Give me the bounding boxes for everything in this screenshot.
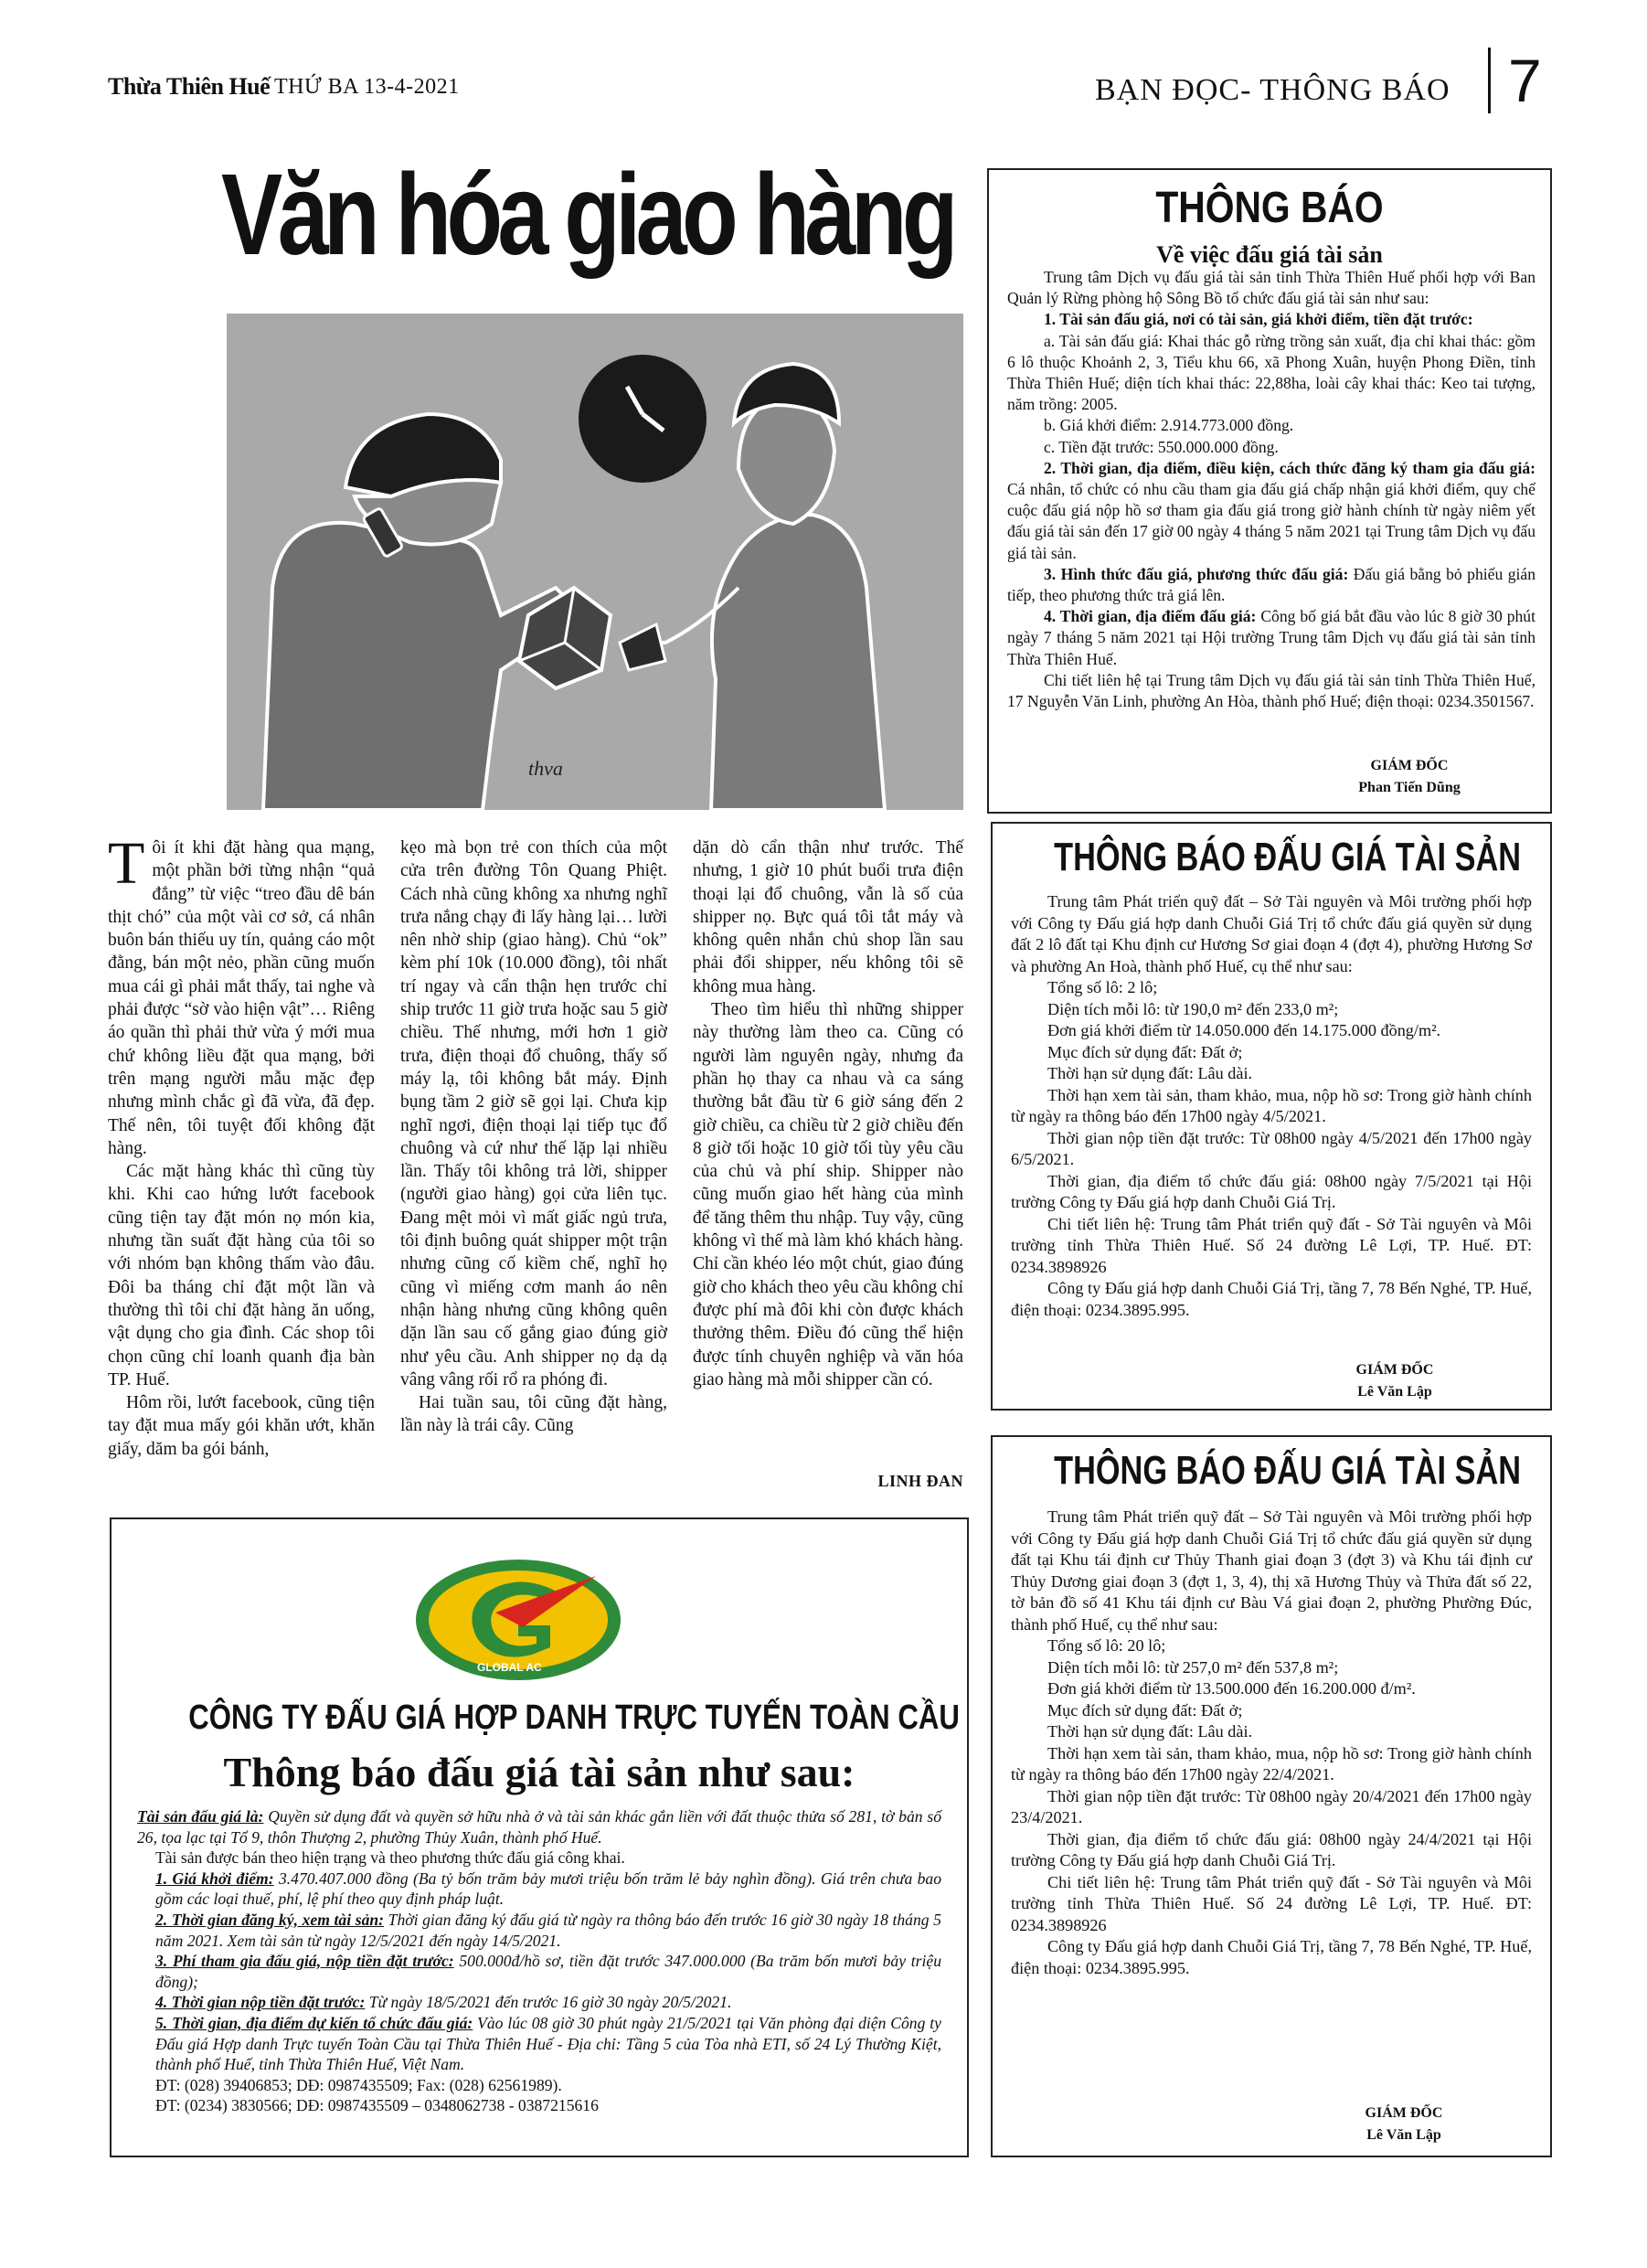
article-paragraph: dặn dò cẩn thận như trước. Thế nhưng, 1 giờ 10 phút buổi trưa điện thoại lại đổ chuông, vẫn là số của shipper nọ. Bực quá tôi tắt máy và không quên nhắn chủ shop lần sau phải đổi shipper, nếu không tôi sẽ không mua hàng. [693,838,963,996]
notice-auction-forest [987,168,1552,814]
notice-line-label: 1. Giá khởi điểm: [155,1869,274,1888]
article-paragraph: Các mặt hàng khác thì cũng tùy khi. Khi cao hứng lướt facebook cũng tiện tay đặt món nọ món kia, nhưng tần suất đặt hàng của tôi so với nhóm bạn không thấm vào đâu. Đôi ba tháng chỉ đặt một lần và thường thì tôi chỉ đặt hàng ăn uống, vật dụng cho gia đình. Các shop tôi chọn cũng chỉ loanh quanh địa bàn TP. Huế. [108,1162,375,1390]
notice-signature [1285,1359,1504,1403]
notice-paragraph [1007,309,1535,330]
notice-land-auction-huong-so [991,822,1552,1411]
notice-line-label: 2. Thời gian đăng ký, xem tài sản: [155,1910,385,1929]
notice-line-text: ĐT: (0234) 3830566; DĐ: 0987435509 – 0348062738 - 0387215616 [155,2096,599,2115]
article-column-2 [400,836,667,1438]
article-column-1 [108,830,375,1461]
notice-paragraph [1007,564,1535,606]
notice-title: Thông báo đấu giá tài sản như sau: [223,1749,855,1795]
article-byline: LINH ĐAN [877,1472,963,1490]
notice-paragraph: Chi tiết liên hệ: Trung tâm Phát triển quỹ đất - Sở Tài nguyên và Môi trường tỉnh Thừa Thiên Huế. Số 24 đường Lê Lợi, TP. Huế. ĐT: 0234.3898926 [1011,1872,1532,1934]
notice-body [1011,1507,1532,1979]
notice-paragraph: Thời hạn sử dụng đất: Lâu dài. [1047,1064,1253,1082]
notice-line-text: Từ ngày 18/5/2021 đến trước 16 giờ 30 ngày 20/5/2021. [365,1993,732,2012]
notice-paragraph [1007,670,1535,712]
page-number: 7 [1508,47,1542,114]
newspaper-name: Thừa Thiên Huế [108,73,271,100]
notice-paragraph-text: c. Tiền đặt trước: 550.000.000 đồng. [1044,437,1279,456]
notice-paragraph: Thời gian, địa điểm tổ chức đấu giá: 08h00 ngày 24/4/2021 tại Hội trường Công ty Đấu giá hợp danh Chuỗi Giá Trị. [1011,1829,1532,1869]
notice-paragraph: Diện tích mỗi lô: từ 257,0 m² đến 537,8 m²; [1047,1657,1339,1677]
notice-paragraph-text: Chi tiết liên hệ tại Trung tâm Dịch vụ đấu giá tài sản tỉnh Thừa Thiên Huế, 17 Nguyễn Văn Linh, phường An Hòa, thành phố Huế; điện thoại: 0234.3501567. [1007,670,1535,711]
article-illustration [227,314,963,810]
drop-cap: T [108,830,145,897]
notice-body [137,1806,941,2116]
notice-line-text: Tài sản được bán theo hiện trạng và theo phương thức đấu giá công khai. [155,1848,625,1868]
article-headline: Văn hóa giao hàng [221,150,953,279]
notice-paragraph: Công ty Đấu giá hợp danh Chuỗi Giá Trị, tầng 7, 78 Bến Nghé, TP. Huế, điện thoại: 0234.3895.995. [1011,1279,1532,1319]
notice-line [137,1806,941,1847]
article-column-3 [693,836,963,1391]
notice-title: THÔNG BÁO [1155,184,1384,232]
notice-paragraph: Thời gian, địa điểm tổ chức đấu giá: 08h00 ngày 7/5/2021 tại Hội trường Công ty Đấu giá hợp danh Chuỗi Giá Trị. [1011,1171,1532,1211]
notice-paragraph: Trung tâm Phát triển quỹ đất – Sở Tài nguyên và Môi trường phối hợp với Công ty Đấu giá hợp danh Chuỗi Giá Trị tổ chức đấu giá quyền sử dụng đất tại Khu tái định cư Thủy Thanh giai đoạn 3 (đợt 3) và Khu tái định cư Thủy Dương giai đoạn 3 (đợt 1, 3, 4), thị xã Hương Thủy và Thửa đất số 22, tờ bản đồ số 41 Khu tái định cư Bàu Vá giai đoạn 2, phường Phường Đúc, thành phố Huế, cụ thể như sau: [1011,1507,1532,1634]
notice-land-auction-thuy-thanh [991,1435,1552,2157]
company-logo [413,1556,623,1684]
notice-body [1011,891,1532,1321]
notice-paragraph-text: Công bố giá bắt đầu vào lúc 8 giờ 30 phút ngày 7 tháng 5 năm 2021 tại Hội trường Trung tâm Dịch vụ đấu giá tài sản tỉnh Thừa Thiên Huế. [1007,607,1535,668]
notice-line [137,1869,941,1910]
notice-line [137,1951,941,1992]
notice-line-label: 4. Thời gian nộp tiền đặt trước: [155,1993,366,2012]
notice-paragraph: Đơn giá khởi điểm từ 13.500.000 đến 16.200.000 đ/m². [1047,1679,1416,1698]
notice-title: THÔNG BÁO ĐẤU GIÁ TÀI SẢN [1054,835,1522,879]
notice-paragraph: Thời hạn xem tài sản, tham khảo, mua, nộp hồ sơ: Trong giờ hành chính từ ngày ra thông báo đến 17h00 ngày 4/5/2021. [1011,1085,1532,1125]
signer-title: GIÁM ĐỐC [1365,2105,1443,2121]
notice-paragraph [1007,331,1535,416]
notice-line-label: 3. Phí tham gia đấu giá, nộp tiền đặt trước: [155,1952,454,1971]
notice-signature [1294,2103,1514,2146]
signer-title: GIÁM ĐỐC [1355,1362,1434,1378]
notice-paragraph: Diện tích mỗi lô: từ 190,0 m² đến 233,0 m²; [1047,999,1339,1018]
illustration-signature: thva [528,757,563,780]
company-name: CÔNG TY ĐẤU GIÁ HỢP DANH TRỰC TUYẾN TOÀN CẦU [188,1698,960,1737]
notice-paragraph: Thời hạn sử dụng đất: Lâu dài. [1047,1722,1253,1741]
notice-paragraph [1007,458,1535,564]
notice-line [137,1910,941,1951]
notice-line-text: Vào lúc 08 giờ 30 phút ngày 21/5/2021 tại Văn phòng đại diện Công ty Đấu giá Hợp danh Trực tuyến Toàn Cầu tại Thừa Thiên Huế - Địa chỉ: Tầng 5 của Tòa nhà ETI, số 24 Lý Thường Kiệt, thành phố Huế, tỉnh Thừa Thiên Huế, Việt Nam. [155,2013,941,2074]
notice-paragraph: Mục đích sử dụng đất: Đất ở; [1047,1700,1243,1720]
notice-paragraph: Mục đích sử dụng đất: Đất ở; [1047,1042,1243,1061]
notice-line [137,2095,941,2116]
article-paragraph: Hai tuần sau, tôi cũng đặt hàng, lần này là trái cây. Cũng [400,1393,667,1436]
article-paragraph: ôi ít khi đặt hàng qua mạng, một phần bởi từng nhận “quả đắng” từ việc “treo đầu dê bán thịt chó” của một vài cơ sở, cá nhân buôn bán thiếu uy tín, quảng cáo một đằng, bán một nẻo, phần cũng muốn mua cái gì phải mắt thấy, tai nghe và phải được “sờ vào hiện vật”… Riêng áo quần thì phải thử vừa ý mới mua chứ không liều đặt qua mạng, bởi trên mạng người mẫu mặc đẹp nhưng mình chắc gì đã vừa, đã đẹp. Thế nên, tôi tuyệt đối không đặt hàng. [108,838,375,1158]
header-divider [1488,48,1491,113]
issue-date: THỨ BA 13-4-2021 [274,75,460,99]
notice-body [1007,267,1535,712]
notice-paragraph: Trung tâm Phát triển quỹ đất – Sở Tài nguyên và Môi trường phối hợp với Công ty Đấu giá hợp danh Chuỗi Giá Trị tổ chức đấu giá quyền sử dụng đất 2 lô đất tại Khu định cư Hương Sơ giai đoạn 4 (đợt 4), phường Hương Sơ và phường An Hoà, thành phố Huế, cụ thể như sau: [1011,892,1532,975]
notice-line-text: Thời gian đăng ký đấu giá từ ngày ra thông báo đến trước 16 giờ 30 ngày 18 tháng 5 năm 2021. Xem tài sản từ ngày 12/5/2021 đến ngày 14/5/2021. [155,1910,941,1950]
notice-line [137,1992,941,2013]
section-title: BẠN ĐỌC- THÔNG BÁO [1095,73,1450,107]
notice-paragraph [1007,267,1535,309]
notice-line-text: Quyền sử dụng đất và quyền sở hữu nhà ở và tài sản khác gắn liền với đất thuộc thửa số 281, tờ bản số 26, tọa lạc tại Tổ 9, thôn Thượng 2, phường Thủy Xuân, thành phố Huế. [137,1807,941,1847]
notice-paragraph-text: Đấu giá bằng bỏ phiếu gián tiếp, theo phương thức trả giá lên. [1007,564,1535,605]
notice-paragraph-text: b. Giá khởi điểm: 2.914.773.000 đồng. [1044,416,1294,435]
notice-paragraph-text: a. Tài sản đấu giá: Khai thác gỗ rừng trồng sản xuất, địa chỉ khai thác: gồm 6 lô thuộc Khoảnh 2, 3, Tiểu khu 66, xã Phong Xuân, huyện Phong Điền, tỉnh Thừa Thiên Huế; diện tích khai thác: 22,88ha, loài cây khai thác: Keo tai tượng, năm trồng: 2005. [1007,331,1535,414]
notice-line [137,2075,941,2096]
notice-signature [1300,755,1519,799]
notice-paragraph [1007,437,1535,458]
notice-line-label: 5. Thời gian, địa điểm dự kiến tổ chức đấu giá: [155,2013,473,2032]
notice-line-text: ĐT: (028) 39406853; DĐ: 0987435509; Fax: (028) 62561989). [155,2075,562,2094]
notice-paragraph-text: Cá nhân, tổ chức có nhu cầu tham gia đấu giá chấp nhận giá khởi điểm, quy chế cuộc đấu giá nộp hồ sơ tham gia đấu giá trong giờ hành chính từ ngày niêm yết đấu giá tài sản đến 17 giờ 00 ngày 4 tháng 5 năm 2021 tại Trung tâm Dịch vụ đấu giá tài sản. [1007,480,1535,562]
article-paragraph: Theo tìm hiểu thì những shipper này thường làm theo ca. Cũng có người làm nguyên ngày, nhưng đa phần họ thay ca nhau và ca sáng thường bắt đầu từ 6 giờ sáng đến 2 giờ chiều, ca chiều từ 2 giờ chiều đến 8 giờ tối hoặc 10 giờ tối tùy yêu cầu của chủ và phí ship. Shipper nào cũng muốn giao hết hàng của mình để tăng thêm thu nhập. Tuy vậy, cũng không vì thế mà làm khó khách hàng. Chỉ cần khéo léo một chút, giao đúng giờ cho khách theo yêu cầu không chỉ được phí mà đôi khi còn được khách thưởng thêm. Điều đó cũng thể hiện được tính chuyên nghiệp và văn hóa giao hàng mà mỗi shipper cần có. [693,1000,963,1390]
article-paragraph: Hôm rồi, lướt facebook, cũng tiện tay đặt mua mấy gói khăn ướt, khăn giấy, dăm ba gói bánh, [108,1393,375,1459]
notice-line-label: Tài sản đấu giá là: [137,1807,264,1826]
signer-name: Lê Văn Lập [1357,1384,1432,1400]
notice-paragraph-heading: 4. Thời gian, địa điểm đấu giá: [1044,607,1257,626]
logo-text: GLOBAL AC [477,1661,542,1674]
notice-paragraph: Thời hạn xem tài sản, tham khảo, mua, nộp hồ sơ: Trong giờ hành chính từ ngày ra thông báo đến 17h00 ngày 22/4/2021. [1011,1743,1532,1784]
notice-global-auction-company [110,1517,969,2157]
notice-paragraph: Công ty Đấu giá hợp danh Chuỗi Giá Trị, tầng 7, 78 Bến Nghé, TP. Huế, điện thoại: 0234.3895.995. [1011,1937,1532,1977]
notice-line-text: 3.470.407.000 đồng (Ba tỷ bốn trăm bảy mươi triệu bốn trăm lẻ bảy nghìn đồng). Giá trên chưa bao gồm các loại thuế, phí, lệ phí theo quy định pháp luật. [155,1869,942,1909]
notice-paragraph-heading: 1. Tài sản đấu giá, nơi có tài sản, giá khởi điểm, tiền đặt trước: [1044,310,1473,329]
notice-paragraph [1007,415,1535,436]
notice-line [137,2013,941,2075]
notice-line-text: 500.000đ/hồ sơ, tiền đặt trước 347.000.000 (Ba trăm bốn mươi bảy triệu đồng); [155,1952,941,1991]
notice-paragraph: Thời gian nộp tiền đặt trước: Từ 08h00 ngày 20/4/2021 đến 17h00 ngày 23/4/2021. [1011,1786,1532,1826]
notice-paragraph: Đơn giá khởi điểm từ 14.050.000 đến 14.175.000 đồng/m². [1047,1021,1441,1039]
signer-title: GIÁM ĐỐC [1370,758,1449,773]
notice-paragraph: Chi tiết liên hệ: Trung tâm Phát triển quỹ đất - Sở Tài nguyên và Môi trường tỉnh Thừa Thiên Huế. Số 24 đường Lê Lợi, TP. Huế. ĐT: 0234.3898926 [1011,1214,1532,1276]
signer-name: Lê Văn Lập [1366,2127,1441,2143]
notice-line [137,1847,941,1869]
notice-paragraph-text: Trung tâm Dịch vụ đấu giá tài sản tỉnh Thừa Thiên Huế phối hợp với Ban Quản lý Rừng phòng hộ Sông Bồ tổ chức đấu giá tài sản như sau: [1007,268,1535,308]
notice-title: THÔNG BÁO ĐẤU GIÁ TÀI SẢN [1054,1448,1522,1493]
notice-paragraph: Tổng số lô: 20 lô; [1047,1636,1166,1655]
notice-paragraph-heading: 2. Thời gian, địa điểm, điều kiện, cách thức đăng ký tham gia đấu giá: [1044,458,1535,477]
notice-subtitle: Về việc đấu giá tài sản [1156,241,1383,268]
notice-paragraph-heading: 3. Hình thức đấu giá, phương thức đấu giá: [1044,564,1349,583]
article-paragraph: kẹo mà bọn trẻ con thích của một cửa trên đường Tôn Quang Phiệt. Cách nhà cũng không xa nhưng nghĩ trưa nắng chạy đi lấy hàng lại… lười nên nhờ ship (giao hàng). Chủ “ok” kèm phí 10k (10.000 đồng), tôi nhất trí ngay và cẩn thận hẹn trước chỉ ship trước 11 giờ trưa hoặc sau 5 giờ chiều. Thế nhưng, mới hơn 1 giờ trưa, điện thoại đổ chuông, thấy số máy lạ, tôi không bắt máy. Định bụng tầm 2 giờ sẽ gọi lại. Chưa kịp nghĩ ngơi, điện thoại lại tiếp tục đổ chuông và cứ như thế lặp lại nhiều lần. Thấy tôi không trả lời, shipper (người giao hàng) gọi cửa liên tục. Đang mệt mỏi vì mất giấc ngủ trưa, tôi định buông quát shipper một trận nhưng cũng cố kiềm chế, nghĩ họ cũng vì miếng cơm manh áo nên nhận hàng nhưng cũng không quên dặn lần sau cố gắng giao đúng giờ như yêu cầu. Anh shipper nọ dạ dạ vâng vâng rối rổ ra phóng đi. [400,838,667,1390]
notice-paragraph [1007,606,1535,670]
notice-paragraph: Tổng số lô: 2 lô; [1047,978,1158,996]
notice-paragraph: Thời gian nộp tiền đặt trước: Từ 08h00 ngày 4/5/2021 đến 17h00 ngày 6/5/2021. [1011,1128,1532,1168]
signer-name: Phan Tiến Dũng [1358,780,1461,795]
